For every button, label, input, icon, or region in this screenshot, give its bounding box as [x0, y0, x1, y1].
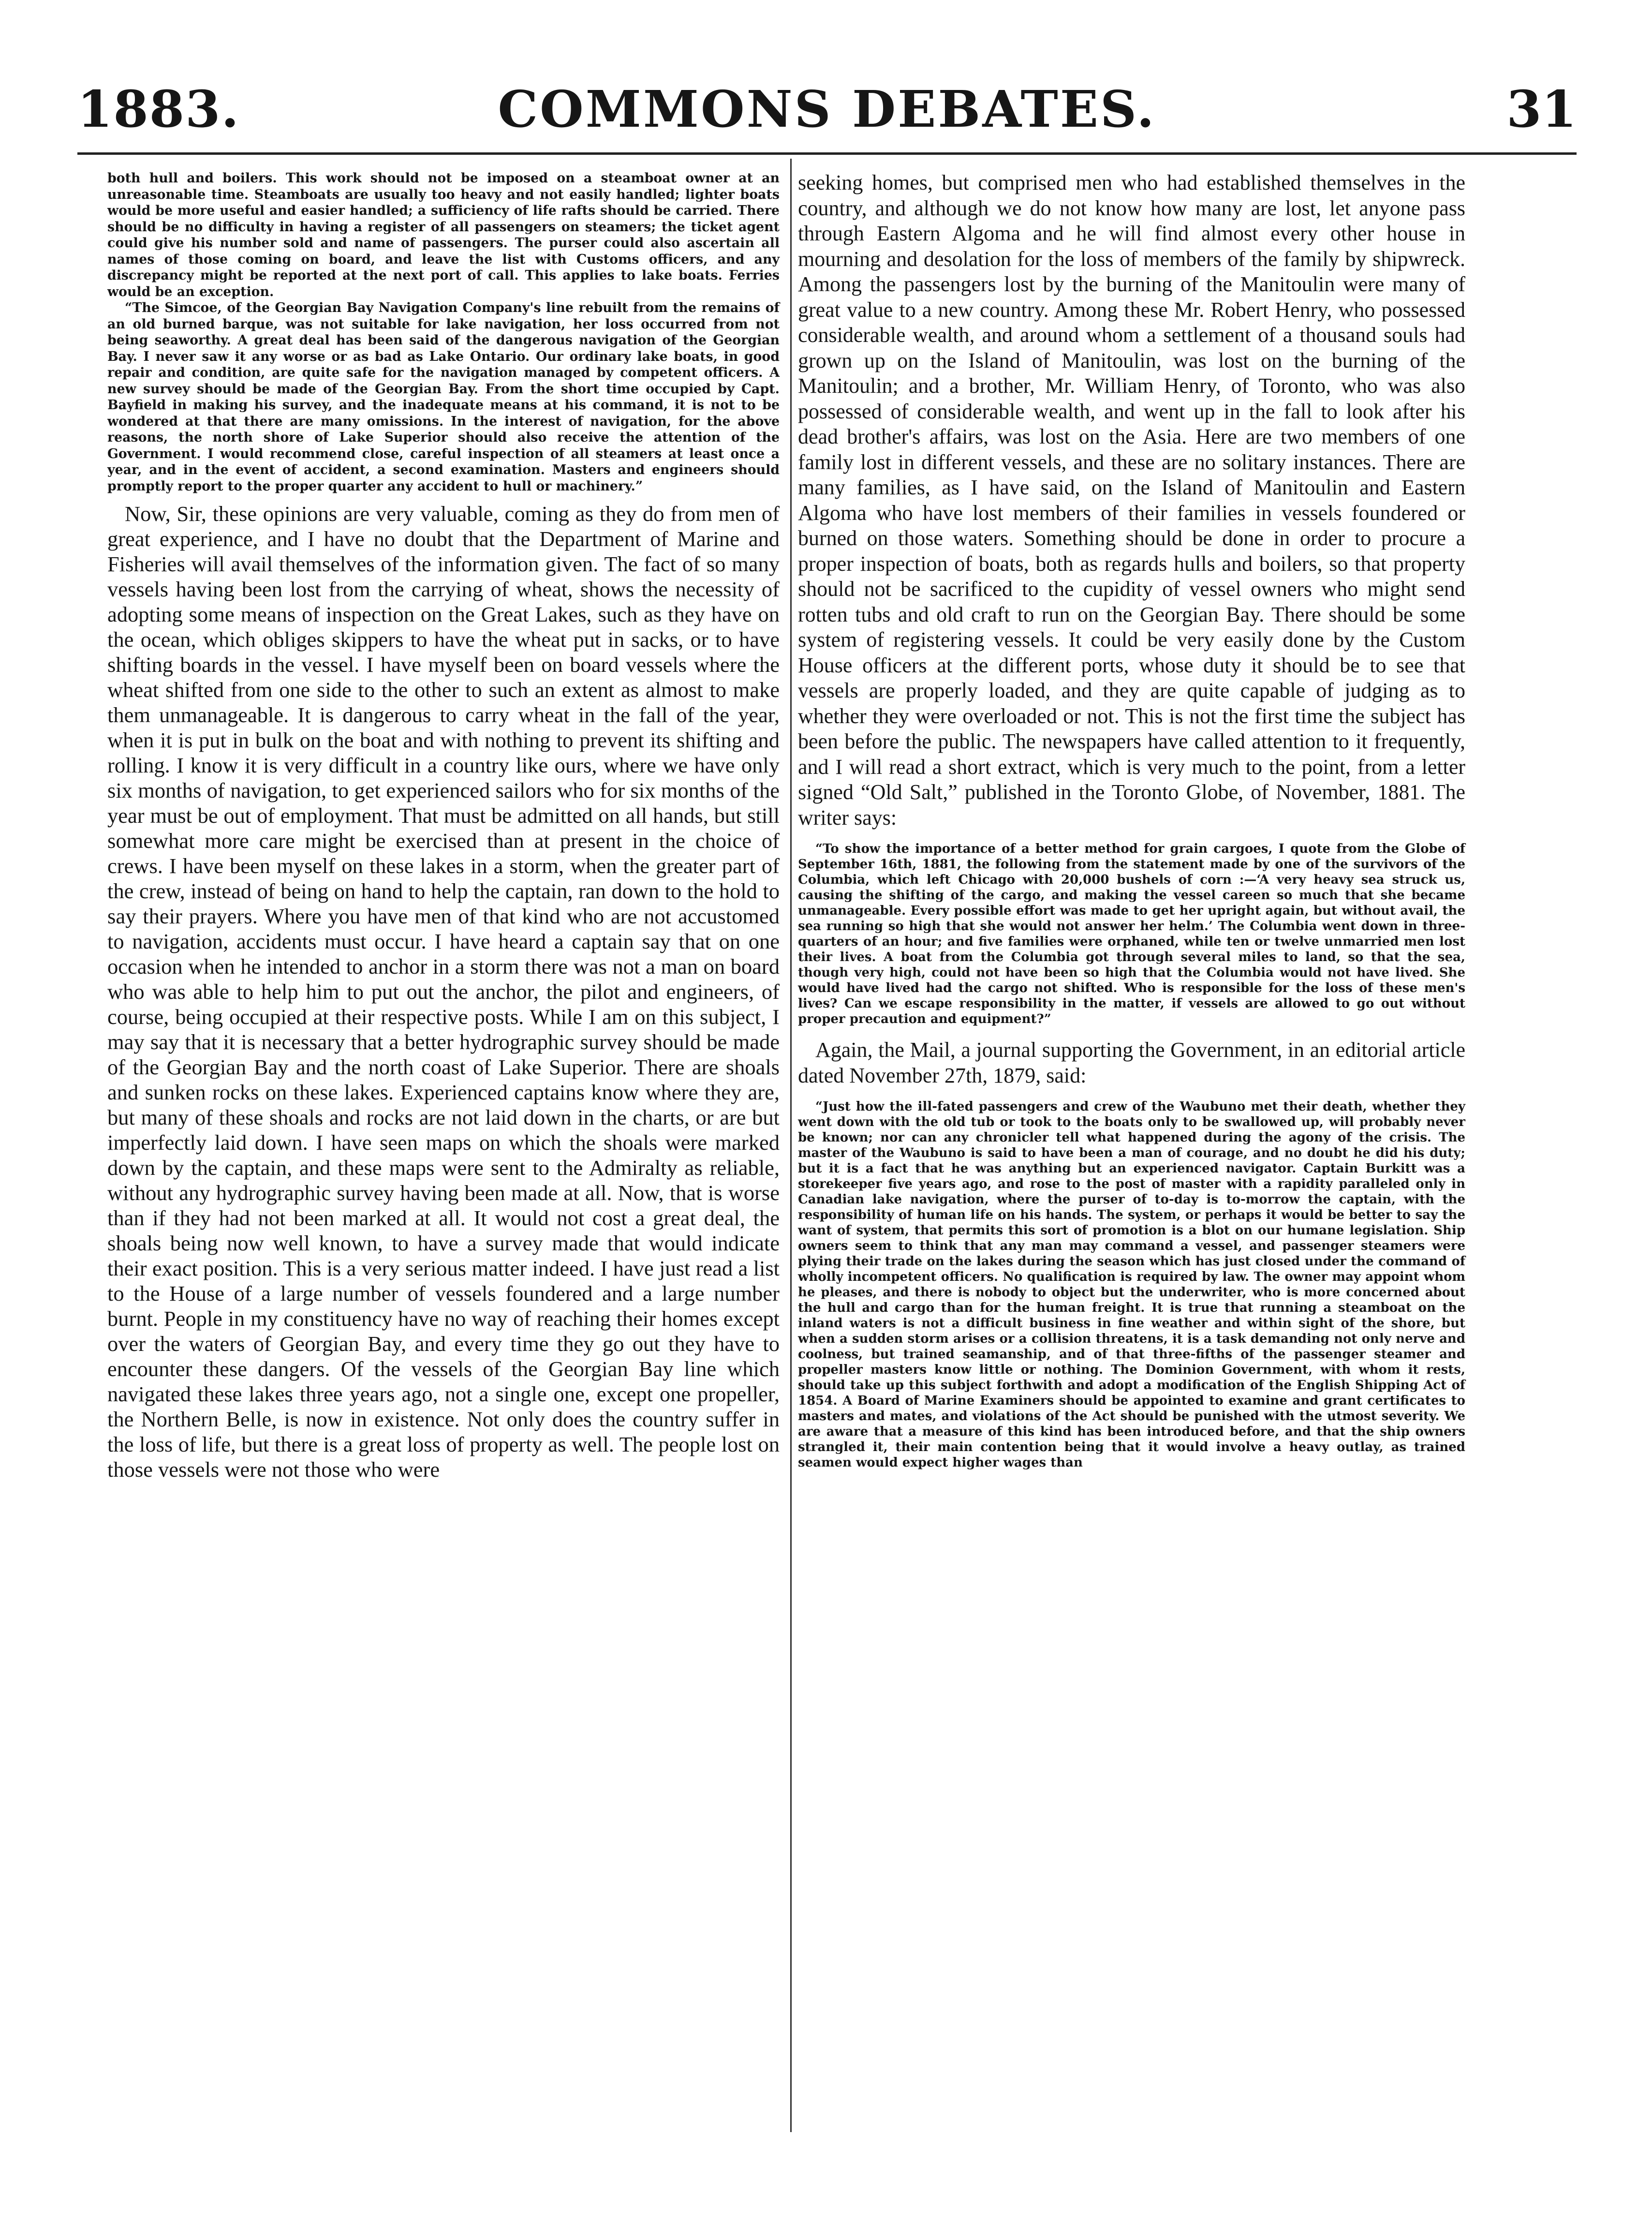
- column-divider: [790, 159, 792, 2132]
- header-title: COMMONS DEBATES.: [498, 79, 1156, 139]
- quoted-paragraph: “The Simcoe, of the Georgian Bay Navigation Company's line rebuilt from the remains of an old burned barque, was not suitable for lake navigation, her loss occurred from not being seaworthy. A great deal has been said of the dangerous navigation of the Georgian Bay. I never saw it any worse or as bad as Lake Ontario. Our ordinary lake boats, in good repair and condition, are quite safe for the navigation managed by competent officers. A new survey should be made of the Georgian Bay. From the short time occupied by Capt. Bayfield in making his survey, and the inadequate means at his command, it is not to be wondered at that there are many omissions. In the interest of navigation, for the above reasons, the north shore of Lake Superior should also receive the attention of the Government. I would recommend close, careful inspection of all steamers at least once a year, and in the event of accident, a second examination. Masters and engineers should promptly report to the proper quarter any accident to hull or machinery.”: [107, 300, 780, 494]
- right-column: [798, 170, 1465, 1470]
- quoted-paragraph: both hull and boilers. This work should not be imposed on a steamboat owner at an unreasonable time. Steamboats are usually too heavy and not easily handled; lighter boats would be more useful and easier handled; a sufficiency of life rafts should be carried. There should be no difficulty in having a register of all passengers on steamers; the ticket agent could give his number sold and name of passengers. The purser could also ascertain all names of those coming on board, and leave the list with Customs officers, and any discrepancy might be reported at the next port of call. This applies to lake boats. Ferries would be an exception.: [107, 171, 780, 299]
- header-rule: [77, 152, 1577, 155]
- speech-paragraph: Again, the Mail, a journal supporting the Government, in an editorial article dated November 27th, 1879, said:: [798, 1038, 1465, 1087]
- quoted-paragraph: “To show the importance of a better method for grain cargoes, I quote from the Globe of September 16th, 1881, the following from the statement made by one of the survivors of the Columbia, which left Chicago with 20,000 bushels of corn :—‘A very heavy sea struck us, causing the shifting of the cargo, and making the vessel careen so much that she became unmanageable. Every possible effort was made to get her upright again, but without avail, the sea running so high that she would not answer her helm.’ The Columbia went down in three-quarters of an hour; and five families were orphaned, while ten or twelve unmarried men lost their lives. A boat from the Columbia got through several miles to land, so that the sea, though very high, could not have been so high that the Columbia would not have lived. She would have lived had the cargo not shifted. Who is responsible for the loss of these men's lives? Can we escape responsibility in the matter, if vessels are allowed to go out without proper precaution and equipment?”: [798, 842, 1465, 1026]
- header-year: 1883.: [77, 79, 240, 139]
- quoted-paragraph: “Just how the ill-fated passengers and crew of the Waubuno met their death, whether they went down with the old tub or took to the boats only to be swallowed up, will probably never be known; nor can any chronicler tell what happened during the agony of the crisis. The master of the Waubuno is said to have been a man of courage, and no doubt he did his duty; but it is a fact that he was anything but an experienced navigator. Captain Burkitt was a storekeeper five years ago, and rose to the post of master with a rapidity paralleled only in Canadian lake navigation, where the purser of to-day is to-morrow the captain, with the responsibility of human life on his hands. The system, or perhaps it would be better to say the want of system, that permits this sort of promotion is a blot on our humane legislation. Ship owners seem to think that any man may command a vessel, and passenger steamers were plying their trade on the lakes during the season which has just closed under the command of wholly incompetent officers. No qualification is required by law. The owner may appoint whom he pleases, and there is nobody to object but the underwriter, who is more concerned about the hull and cargo than for the human freight. It is true that running a steamboat on the inland waters is not a difficult business in fine weather and within sight of the shore, but when a sudden storm arises or a collision threatens, it is a task demanding not only nerve and coolness, but trained seamanship, and of that three-fifths of the passenger steamer and propeller masters know little or nothing. The Dominion Government, with whom it rests, should take up this subject forthwith and adopt a modification of the English Shipping Act of 1854. A Board of Marine Examiners should be appointed to examine and grant certificates to masters and mates, and violations of the Act should be punished with the utmost severity. We are aware that a measure of this kind has been introduced before, and that the ship owners strangled it, their main contention being that it would involve a heavy outlay, as trained seamen would expect higher wages than: [798, 1099, 1465, 1470]
- header-page-number: 31: [1506, 79, 1577, 139]
- speech-paragraph: seeking homes, but comprised men who had established themselves in the country, and although we do not know how many are lost, let anyone pass through Eastern Algoma and he will find almost every other house in mourning and desolation for the loss of members of the family by shipwreck. Among the passengers lost by the burning of the Manitoulin were many of great value to a new country. Among these Mr. Robert Henry, who possessed considerable wealth, and around whom a settlement of a thousand souls had grown up on the Island of Manitoulin, was lost on the burning of the Manitoulin; and a brother, Mr. William Henry, of Toronto, who was also possessed of considerable wealth, and went up in the fall to look after his dead brother's affairs, was lost on the Asia. Here are two members of one family lost in different vessels, and these are no solitary instances. There are many families, as I have said, on the Island of Manitoulin and Eastern Algoma who have lost members of their families in vessels foundered or burned on those waters. Something should be done in order to procure a proper inspection of boats, both as regards hulls and boilers, so that property should not be sacrificed to the cupidity of vessel owners who might send rotten tubs and old craft to run on the Georgian Bay. There should be some system of registering vessels. It could be very easily done by the Custom House officers at the different ports, whose duty it should be to see that vessels are properly loaded, and they are quite capable of judging as to whether they were overloaded or not. This is not the first time the subject has been before the public. The newspapers have called attention to it frequently, and I will read a short extract, which is very much to the point, from a letter signed “Old Salt,” published in the Toronto Globe, of November, 1881. The writer says:: [798, 171, 1465, 830]
- speech-paragraph: Now, Sir, these opinions are very valuable, coming as they do from men of great experience, and I have no doubt that the Department of Marine and Fisheries will avail themselves of the information given. The fact of so many vessels having been lost from the carrying of wheat, shows the necessity of adopting some means of inspection on the Great Lakes, such as they have on the ocean, which obliges skippers to have the wheat put in sacks, or to have shifting boards in the vessel. I have myself been on board vessels where the wheat shifted from one side to the other to such an extent as almost to make them unmanageable. It is dangerous to carry wheat in the fall of the year, when it is put in bulk on the boat and with nothing to prevent its shifting and rolling. I know it is very difficult in a country like ours, where we have only six months of navigation, to get experienced sailors who for six months of the year must be out of employment. That must be admitted on all hands, but still somewhat more care might be exercised than at present in the choice of crews. I have been myself on these lakes in a storm, when the greater part of the crew, instead of being on hand to help the captain, ran down to the hold to say their prayers. Where you have men of that kind who are not accustomed to navigation, accidents must occur. I have heard a captain say that on one occasion when he intended to anchor in a storm there was not a man on board who was able to help him to put out the anchor, the pilot and engineers, of course, being occupied at their respective posts. While I am on this subject, I may say that it is necessary that a better hydrographic survey should be made of the Georgian Bay and the north coast of Lake Superior. There are shoals and sunken rocks on these lakes. Experienced captains know where they are, but many of these shoals and rocks are not laid down in the charts, or are but imperfectly laid down. I have seen maps on which the shoals were marked down by the captain, and these maps were sent to the Admiralty as reliable, without any hydrographic survey having been made at all. Now, that is worse than if they had not been marked at all. It would not cost a great deal, the shoals being now well known, to have a survey made that would indicate their exact position. This is a very serious matter indeed. I have just read a list to the House of a large number of vessels foundered and a large number burnt. People in my constituency have no way of reaching their homes except over the waters of Georgian Bay, and every time they go out they have to encounter these dangers. Of the vessels of the Georgian Bay line which navigated these lakes three years ago, not a single one, except one propeller, the Northern Belle, is now in existence. Not only does the country suffer in the loss of life, but there is a great loss of property as well. The people lost on those vessels were not those who were: [107, 502, 780, 1482]
- left-column: [107, 170, 780, 1482]
- page-header: [77, 79, 1577, 147]
